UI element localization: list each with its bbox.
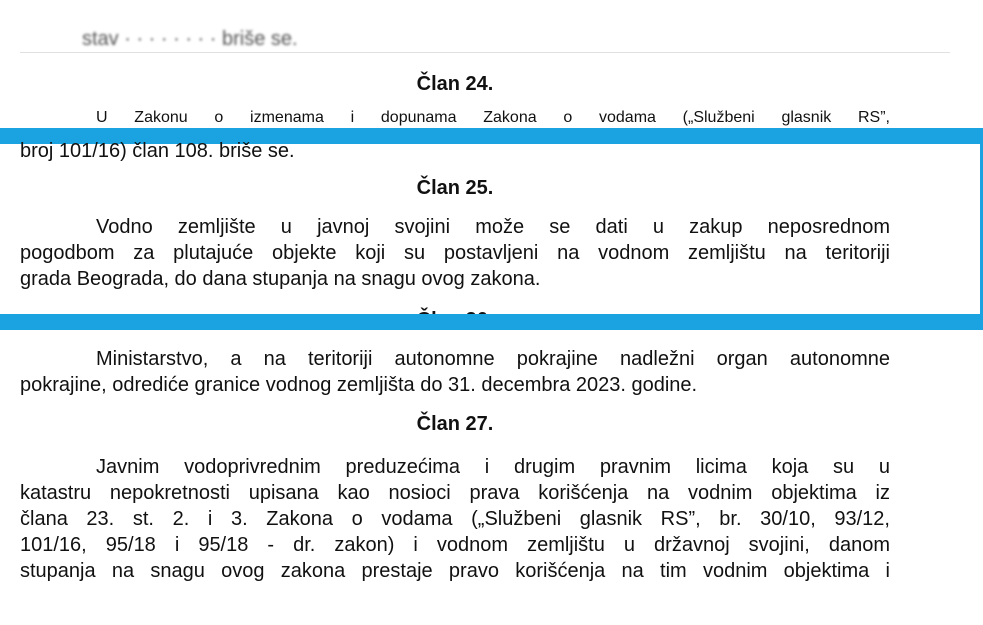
article-26-line: pokrajine, odrediće granice vodnog zemljišta do 31. decembra 2023. godine. <box>20 374 698 396</box>
article-25-line: grada Beograda, do dana stupanja na snagu ovog zakona. <box>20 268 541 290</box>
article-27-line: člana 23. st. 2. i 3. Zakona o vodama („Službeni glasnik RS”, br. 30/10, 93/12, <box>20 508 890 530</box>
article-27-line: stupanja na snagu ovog zakona prestaje pravo korišćenja na tim vodnim objektima i <box>20 560 890 582</box>
highlight-frame-bottom <box>0 314 983 330</box>
article-27-line: 101/16, 95/18 i 95/18 - dr. zakon) i vodnom zemljištu u državnoj svojini, danom <box>20 534 890 556</box>
article-24-line-1 <box>20 106 890 128</box>
article-25-paragraph <box>20 214 890 292</box>
article-26-line: Ministarstvo, a na teritoriji autonomne pokrajine nadležni organ autonomne <box>96 348 890 370</box>
previous-page-fragment <box>20 0 950 53</box>
article-26-paragraph <box>20 346 890 398</box>
article-24-line-2-text: broj 101/16) član 108. briše se. <box>20 140 295 162</box>
article-25-line: pogodbom za plutajuće objekte koji su postavljeni na vodnom zemljištu na teritoriji <box>20 242 890 264</box>
article-25-heading: Član 25. <box>416 177 494 199</box>
article-27-clip <box>20 454 890 582</box>
article-27-paragraph <box>20 454 890 584</box>
article-25-line: Vodno zemljište u javnoj svojini može se dati u zakup neposrednom <box>96 216 890 238</box>
article-24-line-1-text: U Zakonu o izmenama i dopunama Zakona o vodama („Službeni glasnik RS”, <box>96 109 890 126</box>
blurred-text-fragment: stav · · · · · · · · briše se. <box>82 28 298 50</box>
article-27-line: katastru nepokretnosti upisana kao nosioci prava korišćenja na vodnim objektima iz <box>20 482 890 504</box>
article-27-heading: Član 27. <box>416 413 494 435</box>
article-24-heading: Član 24. <box>416 73 494 95</box>
article-27-line: Javnim vodoprivrednim preduzećima i drugim pravnim licima koja su u <box>96 456 890 478</box>
article-24-line-2 <box>20 136 890 162</box>
